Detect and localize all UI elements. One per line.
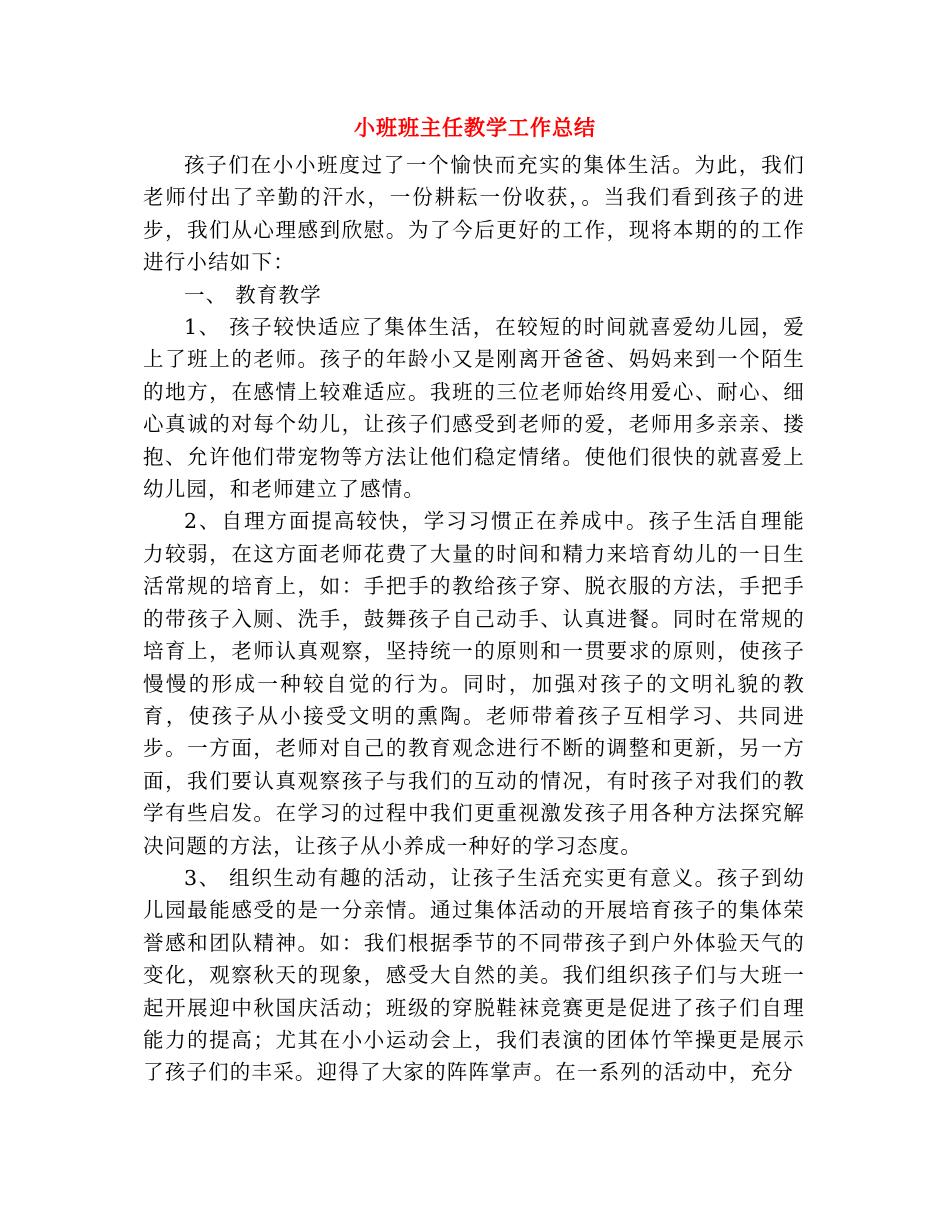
section-heading: 一、 教育教学 bbox=[184, 282, 322, 307]
paragraph-intro: 孩子们在小小班度过了一个愉快而充实的集体生活。为此，我们老师付出了辛勤的汗水，一份耕耘一份收获，。当我们看到孩子的进步，我们从心理感到欣慰。为了今后更好的工作，现将本期的的工作进行小结如下： bbox=[143, 153, 805, 275]
paragraph-item-2: 2、自理方面提高较快，学习习惯正在养成中。孩子生活自理能力较弱，在这方面老师花费了大量的时间和精力来培育幼儿的一日生活常规的培育上，如：手把手的教给孩子穿、脱衣服的方法，手把手的带孩子入厕、洗手，鼓舞孩子自己动手、认真进餐。同时在常规的培育上，老师认真观察，坚持统一的原则和一贯要求的原则，使孩子慢慢的形成一种较自觉的行为。同时，加强对孩子的文明礼貌的教育，使孩子从小接受文明的熏陶。老师带着孩子互相学习、共同进步。一方面，老师对自己的教育观念进行不断的调整和更新，另一方面，我们要认真观察孩子与我们的互动的情况，有时孩子对我们的教学有些启发。在学习的过程中我们更重视激发孩子用各种方法探究解决问题的方法，让孩子从小养成一种好的学习态度。 bbox=[143, 509, 805, 858]
document-body bbox=[143, 149, 805, 1089]
paragraph-item-1: 1、 孩子较快适应了集体生活，在较短的时间就喜爱幼儿园，爱上了班上的老师。孩子的年龄小又是刚离开爸爸、妈妈来到一个陌生的地方，在感情上较难适应。我班的三位老师始终用爱心、耐心、细心真诚的对每个幼儿，让孩子们感受到老师的爱，老师用多亲亲、搂抱、允许他们带宠物等方法让他们稳定情绪。使他们很快的就喜爱上幼儿园，和老师建立了感情。 bbox=[143, 315, 805, 502]
document-title: 小班班主任教学工作总结 bbox=[354, 115, 596, 140]
paragraph-item-3: 3、 组织生动有趣的活动，让孩子生活充实更有意义。孩子到幼儿园最能感受的是一分亲情。通过集体活动的开展培育孩子的集体荣誉感和团队精神。如：我们根据季节的不同带孩子到户外体验天气的变化，观察秋天的现象，感受大自然的美。我们组织孩子们与大班一起开展迎中秋国庆活动；班级的穿脱鞋袜竞赛更是促进了孩子们自理能力的提高；尤其在小小运动会上，我们表演的团体竹竿操更是展示了孩子们的丰采。迎得了大家的阵阵掌声。在一系列的活动中，充分 bbox=[143, 865, 805, 1085]
